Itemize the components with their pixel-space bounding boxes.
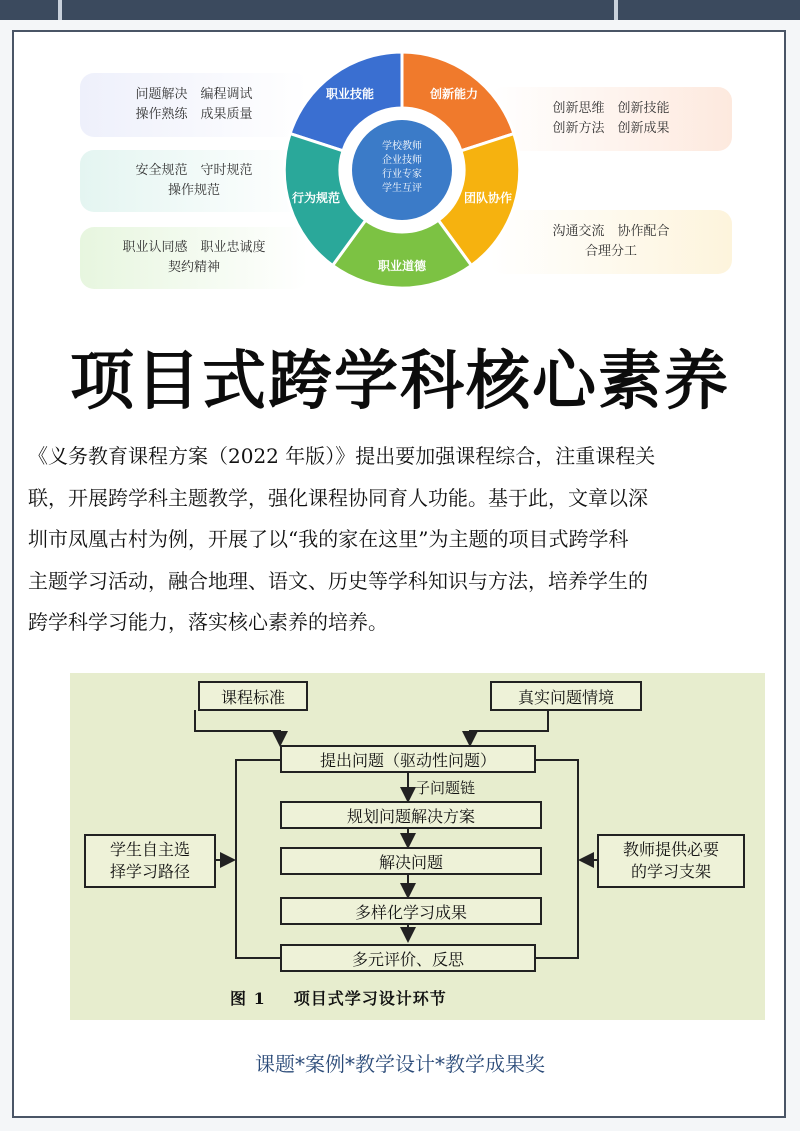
segment-label: 职业技能 xyxy=(325,87,375,101)
paragraph-line: 主题学习活动，融合地理、语文、历史等学科知识与方法，培养学生的 xyxy=(28,568,648,593)
pill-text: 合理分工 xyxy=(584,244,637,259)
pill-text: 职业认同感 职业忠诚度 xyxy=(122,240,266,255)
caption-text: 项目式学习设计环节 xyxy=(293,989,447,1008)
footer-tags: 课题*案例*教学设计*教学成果奖 xyxy=(255,1052,545,1076)
flowchart-figure xyxy=(70,673,765,1020)
page-title: 项目式跨学科核心素养 xyxy=(70,344,730,419)
intro-paragraph xyxy=(28,436,774,644)
pill-text: 问题解决 编程调试 xyxy=(135,87,253,102)
hub-text: 行业专家 xyxy=(382,169,422,180)
top-bar xyxy=(0,0,800,20)
side-box-text: 的学习支架 xyxy=(630,862,711,881)
competency-diagram xyxy=(70,45,740,295)
side-box-text: 教师提供必要 xyxy=(622,840,719,859)
figure-caption xyxy=(230,986,447,1009)
flow-step-4: 多样化学习成果 xyxy=(280,897,542,925)
side-box-text: 学生自主选 xyxy=(109,840,190,859)
paragraph-line: 圳市凤凰古村为例，开展了以“我的家在这里”为主题的项目式跨学科 xyxy=(28,527,629,551)
top-bar-notch xyxy=(614,0,618,20)
pill-text: 安全规范 守时规范 xyxy=(135,163,253,178)
skill-pill-norms xyxy=(80,150,308,212)
student-path-box xyxy=(84,834,216,888)
real-problem-box: 真实问题情境 xyxy=(490,681,642,711)
pill-text: 创新方法 创新成果 xyxy=(552,121,670,136)
flow-step-5: 多元评价、反思 xyxy=(280,944,536,972)
paragraph-line: 联，开展跨学科主题教学，强化课程协同育人功能。基于此，文章以深 xyxy=(28,485,648,510)
curriculum-standard-box: 课程标准 xyxy=(198,681,308,711)
hub-text: 学生互评 xyxy=(382,183,422,194)
skill-pill-ethics xyxy=(80,227,308,289)
hub-text: 学校教师 xyxy=(382,141,422,152)
caption-number: 图 1 xyxy=(230,989,266,1008)
side-box-text: 择学习路径 xyxy=(109,862,190,881)
pill-text: 创新思维 创新技能 xyxy=(552,101,670,116)
top-bar-notch xyxy=(58,0,62,20)
chain-label: 子问题链 xyxy=(415,779,476,797)
segment-label: 创新能力 xyxy=(429,87,479,101)
pill-text: 操作熟练 成果质量 xyxy=(135,107,253,122)
segment-label: 职业道德 xyxy=(377,259,427,273)
segment-label: 行为规范 xyxy=(291,191,341,205)
pill-text: 沟通交流 协作配合 xyxy=(552,224,670,239)
paragraph-line: 《义务教育课程方案（2022 年版）》提出要加强课程综合，注重课程关 xyxy=(28,444,656,468)
flow-step-1: 提出问题（驱动性问题） xyxy=(280,745,536,773)
competency-wheel xyxy=(275,45,530,295)
pill-text: 契约精神 xyxy=(167,260,220,275)
pill-text: 操作规范 xyxy=(167,183,220,198)
teacher-support-box xyxy=(597,834,745,888)
flow-step-3: 解决问题 xyxy=(280,847,542,875)
flow-step-2: 规划问题解决方案 xyxy=(280,801,542,829)
segment-label: 团队协作 xyxy=(463,191,513,205)
hub-text: 企业技师 xyxy=(382,155,422,166)
paragraph-line: 跨学科学习能力，落实核心素养的培养。 xyxy=(28,610,388,634)
skill-pill-technical xyxy=(80,73,308,137)
